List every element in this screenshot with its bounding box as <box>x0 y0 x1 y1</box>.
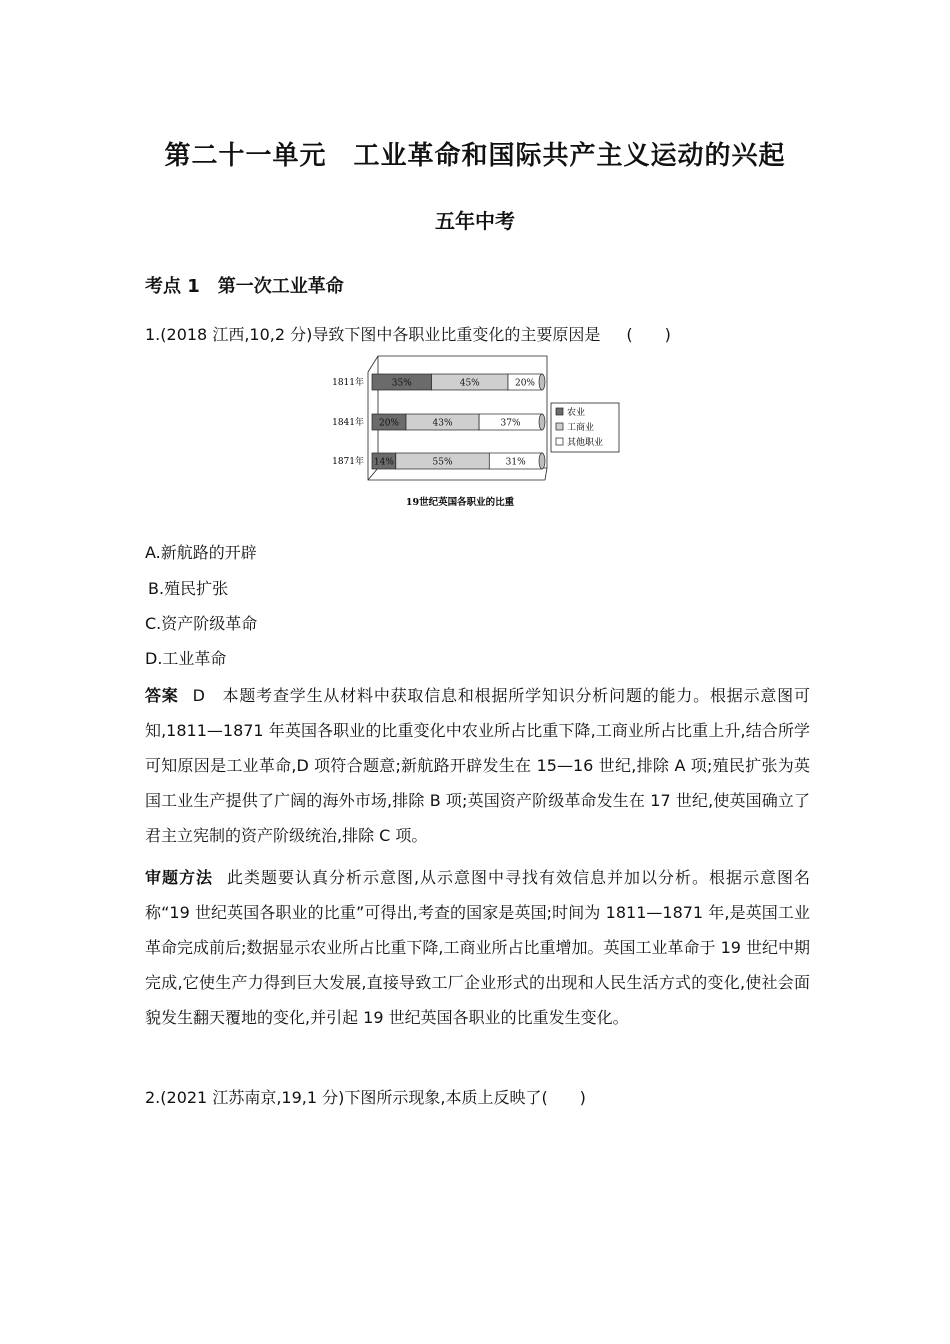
legend-swatch <box>556 423 563 430</box>
method-label: 审题方法 <box>145 868 213 887</box>
legend-label: 其他职业 <box>567 438 604 448</box>
chart-title: 19世纪英国各职业的比重 <box>405 497 515 508</box>
category-label: 1811年 <box>332 378 364 388</box>
legend-swatch <box>556 408 563 415</box>
value-label: 35% <box>391 378 412 389</box>
legend-label: 农业 <box>567 408 586 418</box>
legend-swatch <box>556 438 563 445</box>
value-label: 55% <box>432 457 453 468</box>
value-label: 37% <box>500 418 521 429</box>
chart-legend <box>551 403 619 452</box>
method-text: 此类题要认真分析示意图,从示意图中寻找有效信息并加以分析。根据示意图名称“19 世纪英国各职业的比重”可得出,考查的国家是英国;时间为 1811—1871 年,是英国工业革命完成前后;数据显示农业所占比重下降,工商业所占比重增加。英国工业革命于 19 世纪中期完成,它使生产力得到巨大发展,直接导致工厂企业形式的出现和人民生活方式的变化,使社会面貌发生翻天覆地的变化,并引起 19 世纪英国各职业的比重发生变化。 <box>145 868 811 1027</box>
value-label: 45% <box>459 378 480 389</box>
occupation-chart <box>320 352 630 512</box>
option-a: A.新航路的开辟 <box>145 543 257 562</box>
category-label: 1871年 <box>332 457 364 467</box>
value-label: 43% <box>432 418 453 429</box>
value-label: 20% <box>378 418 400 429</box>
category-label: 1841年 <box>332 418 364 428</box>
answer-label: 答案 <box>145 686 179 705</box>
answer-blank: ( ) <box>626 325 671 344</box>
option-b: B.殖民扩张 <box>148 579 229 598</box>
value-label: 14% <box>373 457 394 468</box>
question-1-stem <box>145 322 671 345</box>
bar-end-cap <box>539 453 545 469</box>
method-explanation <box>145 860 810 1035</box>
page-title: 第二十一单元 工业革命和国际共产主义运动的兴起 <box>164 141 786 171</box>
answer-explanation <box>145 678 810 853</box>
bar-end-cap <box>539 374 545 390</box>
question-2-stem: 2.(2021 江苏南京,19,1 分)下图所示现象,本质上反映了( ) <box>145 1088 586 1107</box>
legend-label: 工商业 <box>567 423 595 433</box>
chart-bars <box>332 374 545 469</box>
option-c: C.资产阶级革命 <box>145 614 258 633</box>
answer-text: D 本题考查学生从材料中获取信息和根据所学知识分析问题的能力。根据示意图可知,1811—1871 年英国各职业的比重变化中农业所占比重下降,工商业所占比重上升,结合所学可知原因是工业革命,D 项符合题意;新航路开辟发生在 15—16 世纪,排除 A 项;殖民扩张为英国工业生产提供了广阔的海外市场,排除 B 项;英国资产阶级革命发生在 17 世纪,使英国确立了君主立宪制的资产阶级统治,排除 C 项。 <box>145 686 810 845</box>
section-heading: 考点 1 第一次工业革命 <box>145 276 344 297</box>
page-subtitle: 五年中考 <box>435 209 515 233</box>
question-1-text: 1.(2018 江西,10,2 分)导致下图中各职业比重变化的主要原因是 <box>145 325 601 344</box>
option-d: D.工业革命 <box>145 649 227 668</box>
value-label: 31% <box>505 457 526 468</box>
bar-end-cap <box>539 414 545 430</box>
value-label: 20% <box>514 378 536 389</box>
